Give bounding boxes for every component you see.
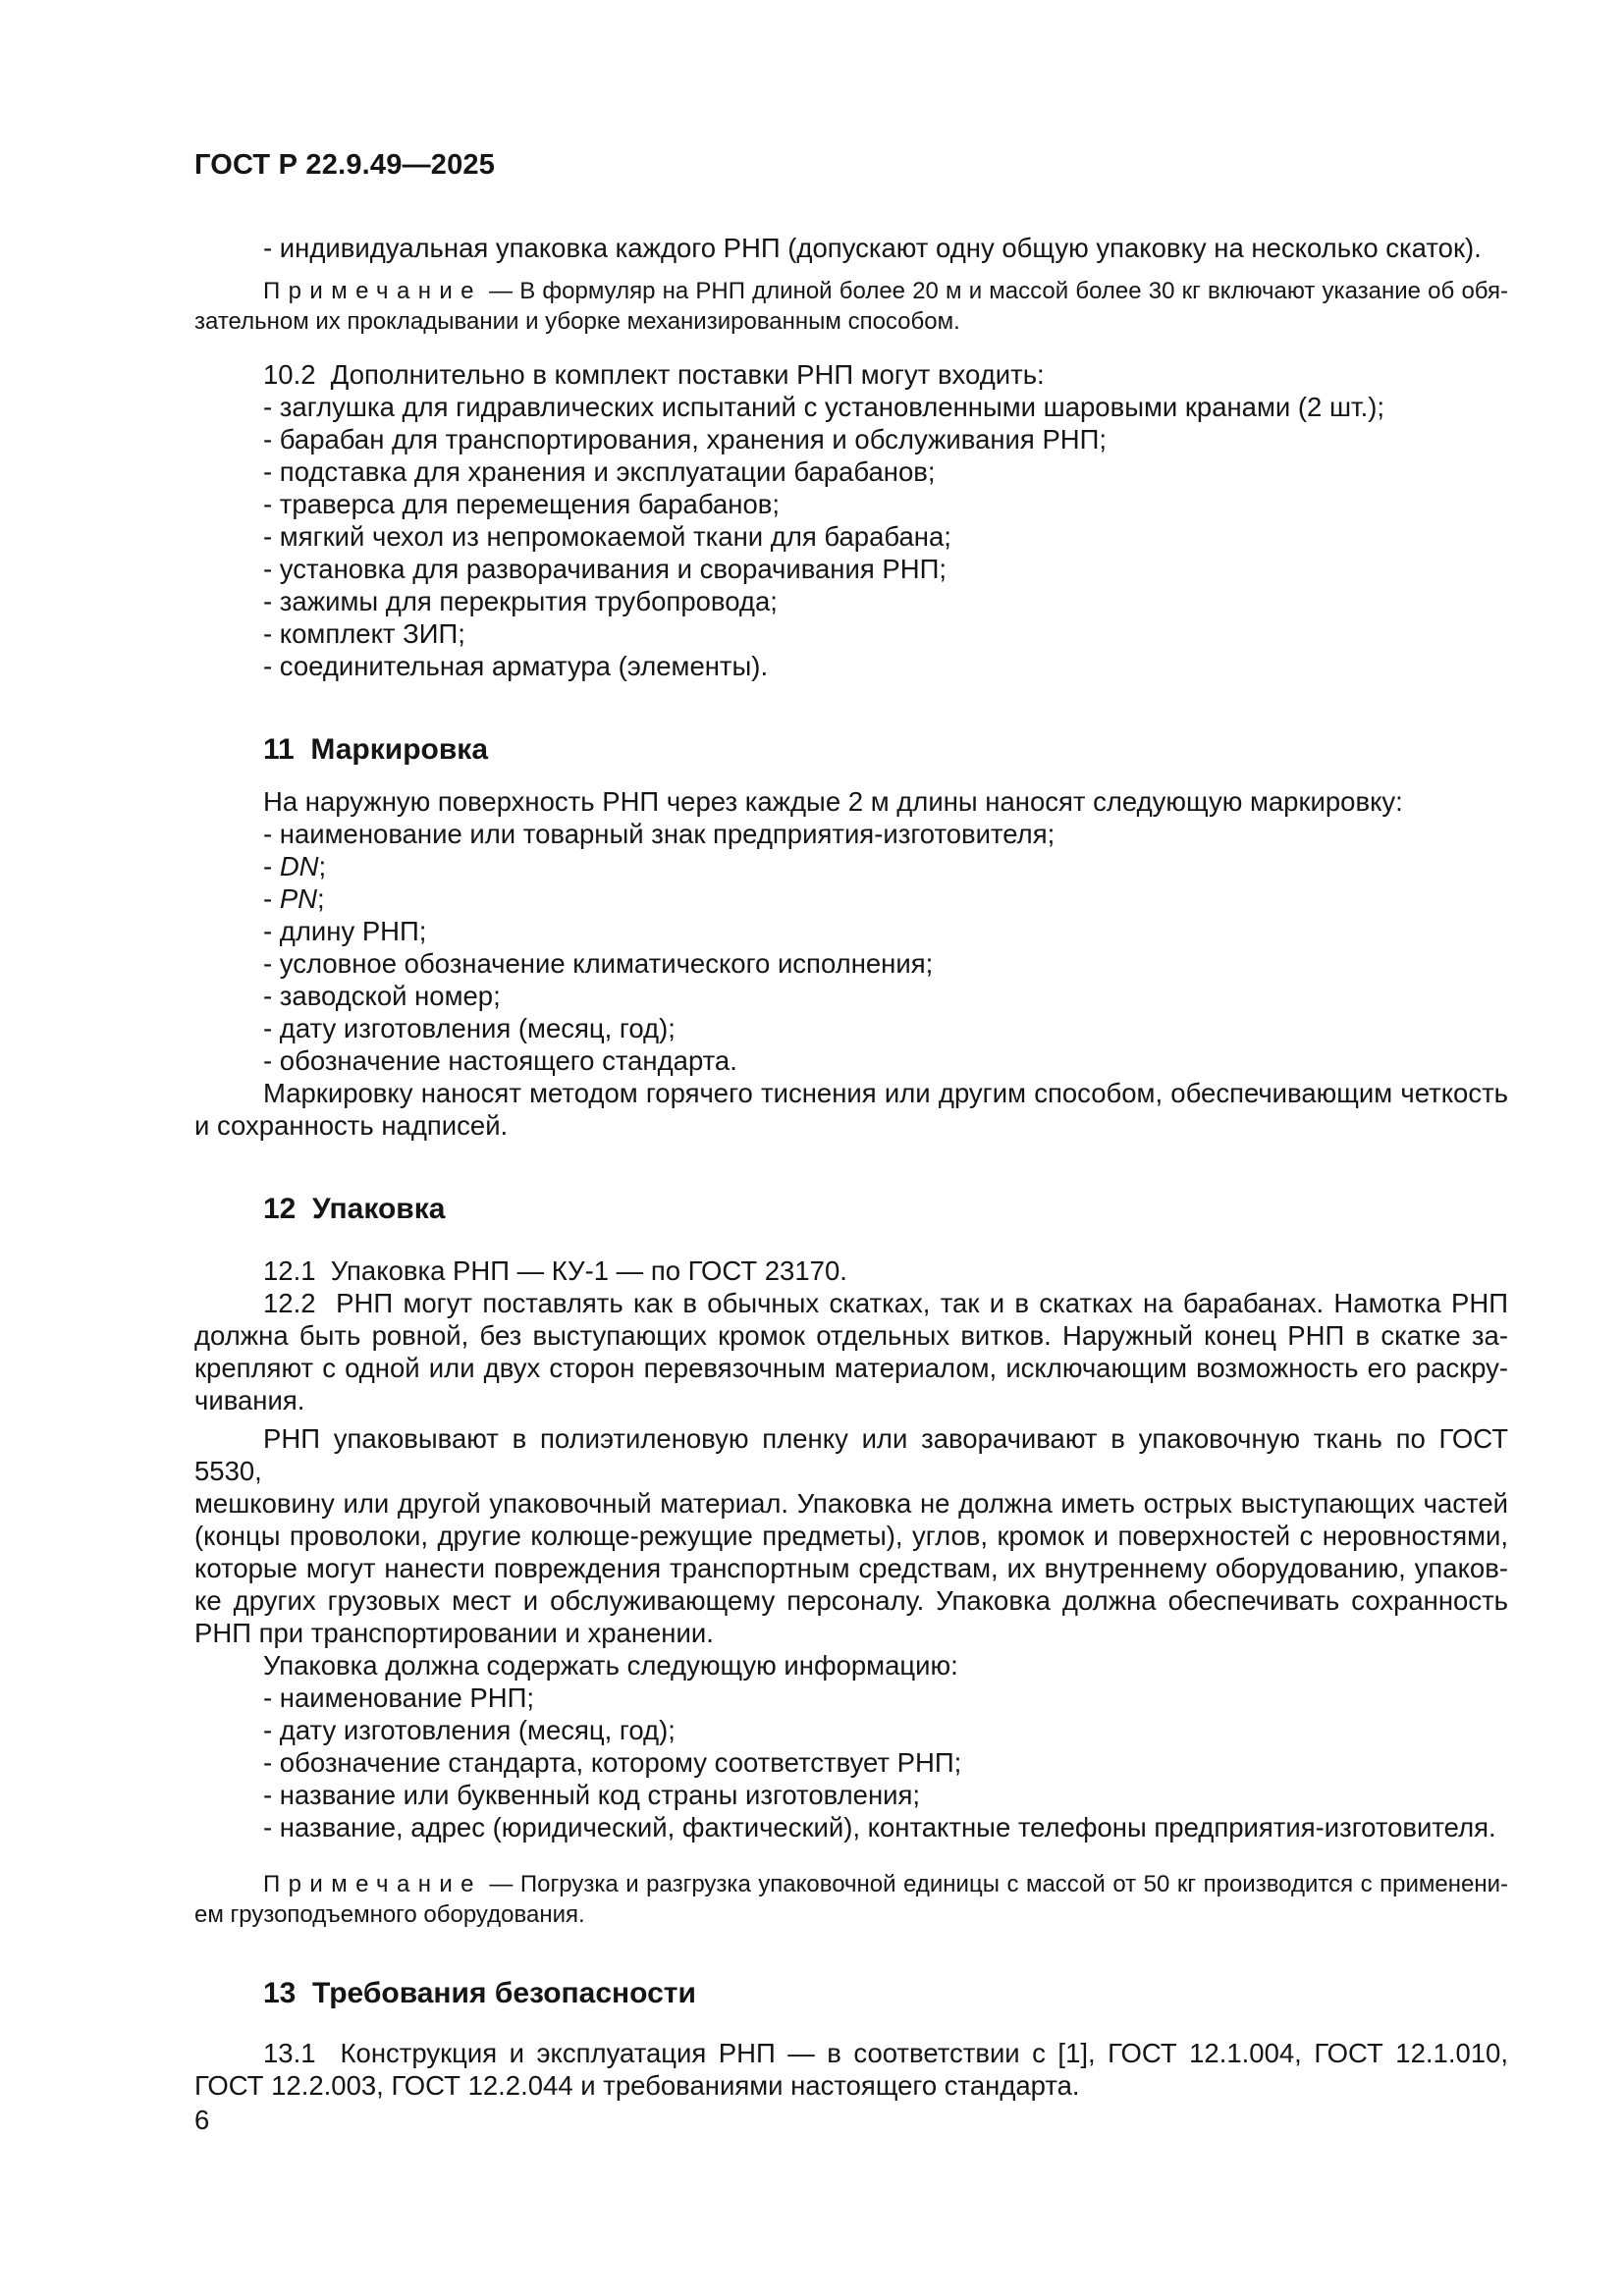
list-item: - дату изготовления (месяц, год); (263, 1013, 676, 1043)
list-item: - установка для разворачивания и сворачивания РНП; (263, 554, 947, 584)
note-line-2: зательном их прокладывании и уборке механизированным способом. (194, 308, 960, 335)
note-text: — Погрузка и разгрузка упаковочной единицы с массой от 50 кг производится с применени- (481, 1871, 1508, 1897)
paragraph-line: чивания. (194, 1385, 305, 1415)
list-item: - комплект ЗИП; (263, 618, 465, 649)
paragraph-line: (концы проволоки, другие колюще-режущие предметы), углов, кромок и поверхностей с неровностями, (194, 1521, 1508, 1551)
list-item: - условное обозначение климатического исполнения; (263, 948, 934, 979)
list-item: - зажимы для перекрытия трубопровода; (263, 586, 778, 616)
page-header (194, 149, 495, 182)
note-line-1 (194, 276, 1508, 306)
list-item: - траверса для перемещения барабанов; (263, 489, 780, 519)
note-line-2: ем грузоподъемного оборудования. (194, 1901, 585, 1928)
dash: - (263, 883, 280, 914)
punctuation: ; (317, 883, 325, 914)
list-item: - наименование или товарный знак предприятия-изготовителя; (263, 819, 1056, 849)
note-line-1 (194, 1869, 1508, 1899)
list-item-pn (194, 882, 1508, 915)
paragraph-line: 13.1 Конструкция и эксплуатация РНП — в соответствии с [1], ГОСТ 12.1.004, ГОСТ 12.1.010, (263, 2038, 1508, 2068)
paragraph-line: Маркировку наносят методом горячего тиснения или другим способом, обеспечивающим четкость (263, 1078, 1508, 1108)
list-item-individual-packaging: - индивидуальная упаковка каждого РНП (допускают одну общую упаковку на несколько скаток). (263, 233, 1482, 263)
section-13-body (194, 2037, 1508, 2102)
note-block-2 (194, 1869, 1508, 1930)
list-item: - обозначение настоящего стандарта. (263, 1045, 737, 1076)
paragraph-line: которые могут нанести повреждения транспортным средствам, их внутреннему оборудованию, упаков- (194, 1553, 1508, 1583)
section-12-body (194, 1255, 1508, 1843)
paragraph-line: и сохранность надписей. (194, 1110, 509, 1141)
list-item: - мягкий чехол из непромокаемой ткани для барабана; (263, 521, 951, 552)
paragraph-line: крепляют с одной или двух сторон перевязочным материалом, исключающим возможность его раскру- (194, 1353, 1508, 1383)
clause-10-2 (194, 358, 1508, 682)
list-item: - заглушка для гидравлических испытаний с установленными шаровыми кранами (2 шт.); (263, 392, 1385, 422)
note-block-1 (194, 276, 1508, 337)
paragraph-line: На наружную поверхность РНП через каждые 2 м длины наносят следующую маркировку: (263, 786, 1403, 817)
document-body (194, 232, 1508, 2136)
list-item: - обозначение стандарта, которому соответствует РНП; (263, 1747, 962, 1778)
paragraph-line: мешковину или другой упаковочный материал. Упаковка не должна иметь острых выступающих частей (194, 1488, 1508, 1519)
packaging-paragraph (194, 1422, 1508, 1649)
list-item: - подставка для хранения и эксплуатации барабанов; (263, 456, 936, 487)
paragraph-line: РНП упаковывают в полиэтиленовую пленку или заворачивают в упаковочную ткань по ГОСТ 5530, (194, 1423, 1508, 1486)
punctuation: ; (318, 851, 327, 881)
note-label: Примечание (263, 1871, 482, 1897)
standard-number: ГОСТ Р 22.9.49—2025 (194, 149, 496, 181)
note-text: — В формуляр на РНП длиной более 20 м и массой более 30 кг включают указание об обя- (481, 278, 1508, 304)
list-item: - заводской номер; (263, 981, 501, 1011)
paragraph-line: РНП при транспортировании и хранении. (194, 1618, 714, 1648)
list-item: - дату изготовления (месяц, год); (263, 1715, 676, 1745)
list-item: - соединительная арматура (элементы). (263, 651, 769, 681)
list-item: - длину РНП; (263, 916, 427, 946)
paragraph-line: 12.2 РНП могут поставлять как в обычных скатках, так и в скатках на барабанах. Намотка РНП (263, 1288, 1508, 1318)
paragraph-line: ке других грузовых мест и обслуживающему персоналу. Упаковка должна обеспечивать сохранность (194, 1585, 1508, 1616)
list-item: - барабан для транспортирования, хранения и обслуживания РНП; (263, 424, 1108, 454)
list-item: - название или буквенный код страны изготовления; (263, 1780, 921, 1810)
note-label: Примечание (263, 278, 482, 304)
paragraph-line: ГОСТ 12.2.003, ГОСТ 12.2.044 и требованиями настоящего стандарта. (194, 2070, 1080, 2101)
pn-designation: PN (279, 883, 318, 914)
section-11-body (194, 785, 1508, 1142)
dash: - (263, 851, 280, 881)
paragraph-line: Упаковка должна содержать следующую информацию: (263, 1650, 958, 1681)
section-heading-11: 11 Маркировка (263, 733, 488, 766)
page-number: 6 (194, 2105, 210, 2135)
clause-10-2-intro: 10.2 Дополнительно в комплект поставки РНП могут входить: (263, 359, 1045, 390)
clause-12-1: 12.1 Упаковка РНП — КУ-1 — по ГОСТ 23170. (263, 1255, 847, 1286)
list-item: - название, адрес (юридический, фактический), контактные телефоны предприятия-изготовителя. (263, 1812, 1496, 1842)
list-item: - наименование РНП; (263, 1682, 535, 1713)
dn-designation: DN (279, 851, 319, 881)
section-heading-12: 12 Упаковка (263, 1193, 446, 1225)
paragraph-line: должна быть ровной, без выступающих кромок отдельных витков. Наружный конец РНП в скатке за- (194, 1320, 1508, 1351)
section-heading-13: 13 Требования безопасности (263, 1977, 696, 2009)
list-item-dn (194, 850, 1508, 882)
